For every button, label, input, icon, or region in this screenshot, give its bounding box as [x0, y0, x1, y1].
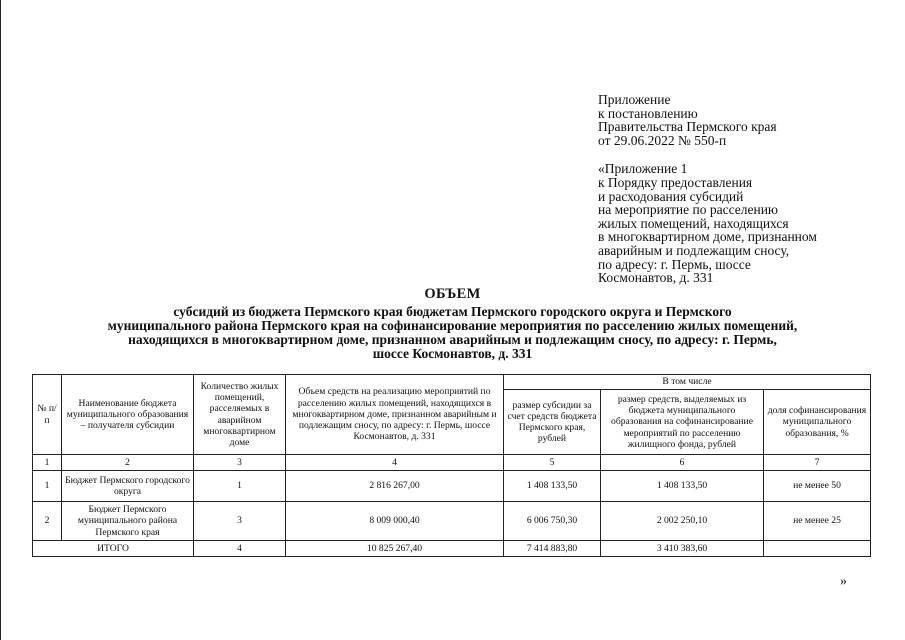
cell-count: 1: [194, 471, 286, 502]
appendix-header: [598, 93, 898, 285]
total-subsidy: 7 414 883,80: [504, 541, 601, 557]
appendix-line: к Порядку предоставления: [598, 174, 753, 190]
appendix-line: и расходования субсидий: [598, 188, 744, 204]
appendix-line: на мероприятие по расселению: [598, 202, 779, 218]
column-number: 7: [764, 455, 871, 471]
header-recipient: Наименование бюджета муниципального образования – получателя субсидии: [62, 375, 194, 455]
cell-subsidy: 1 408 133,50: [504, 471, 601, 502]
total-volume: 10 825 267,40: [286, 541, 504, 557]
cell-volume: 8 009 000,40: [286, 502, 504, 541]
appendix-line: Правительства Пермского края: [598, 119, 777, 135]
appendix-line: по адресу: г. Пермь, шоссе: [598, 256, 751, 272]
column-number: 5: [504, 455, 601, 471]
document-subtitle: [30, 305, 875, 361]
header-share: доля софинансирования муниципального образования, %: [764, 390, 871, 455]
header-including: В том числе: [504, 375, 871, 390]
appendix-line: «Приложение 1: [598, 161, 688, 177]
cell-share: не менее 25: [764, 502, 871, 541]
appendix-line: аварийным и подлежащим сносу,: [598, 242, 790, 258]
closing-quote-mark: »: [840, 574, 847, 589]
column-number: 1: [33, 455, 62, 471]
column-number: 3: [194, 455, 286, 471]
total-label: ИТОГО: [33, 541, 194, 557]
subtitle-line: субсидий из бюджета Пермского края бюджетам Пермского городского округа и Пермского: [173, 304, 732, 319]
header-municipal: размер средств, выделяемых из бюджета муниципального образования на софинансирование мероприятий по расселению жилищного фонда, рублей: [601, 390, 764, 455]
total-share: [764, 541, 871, 557]
cell-subsidy: 6 006 750,30: [504, 502, 601, 541]
cell-recipient: Бюджет Пермского муниципального района Пермского края: [62, 502, 194, 541]
appendix-line: Космонавтов, д. 331: [598, 270, 714, 286]
appendix-line: к постановлению: [598, 105, 698, 121]
cell-municipal: 2 002 250,10: [601, 502, 764, 541]
cell-count: 3: [194, 502, 286, 541]
appendix-line: жилых помещений, находящихся: [598, 215, 789, 231]
appendix-line: Приложение: [598, 92, 671, 107]
total-count: 4: [194, 541, 286, 557]
table-row: [33, 471, 871, 502]
table-header-row: [33, 375, 871, 390]
cell-municipal: 1 408 133,50: [601, 471, 764, 502]
subtitle-line: муниципального района Пермского края на софинансирование мероприятия по расселению жилых помещений,: [107, 318, 798, 333]
header-subsidy: размер субсидии за счет средств бюджета Пермского края, рублей: [504, 390, 601, 455]
cell-volume: 2 816 267,00: [286, 471, 504, 502]
cell-num: 1: [33, 471, 62, 502]
total-row: [33, 541, 871, 557]
appendix-line: в многоквартирном доме, признанном: [598, 229, 817, 245]
column-number-row: [33, 455, 871, 471]
subtitle-line: находящихся в многоквартирном доме, признанном аварийным и подлежащим сносу, по адресу: г. Пермь,: [128, 332, 777, 347]
header-volume: Объем средств на реализацию мероприятий по расселению жилых помещений, находящихся в многоквартирном доме, признанном аварийным и подлежащим сносу, по адресу: г. Пермь, шоссе Космонавтов, д. 331: [286, 375, 504, 455]
cell-num: 2: [33, 502, 62, 541]
column-number: 2: [62, 455, 194, 471]
column-number: 6: [601, 455, 764, 471]
appendix-line: от 29.06.2022 № 550-п: [598, 132, 727, 148]
cell-share: не менее 50: [764, 471, 871, 502]
subsidy-table: [32, 374, 871, 557]
header-count: Количество жилых помещений, расселяемых в аварийном многоквартирном доме: [194, 375, 286, 455]
document-title: ОБЪЕМ: [424, 286, 481, 302]
table-row: [33, 502, 871, 541]
scan-edge-line: [0, 0, 1, 640]
total-municipal: 3 410 383,60: [601, 541, 764, 557]
column-number: 4: [286, 455, 504, 471]
subtitle-line: шоссе Космонавтов, д. 331: [372, 346, 533, 361]
header-num: № п/п: [33, 375, 62, 455]
cell-recipient: Бюджет Пермского городского округа: [62, 471, 194, 502]
